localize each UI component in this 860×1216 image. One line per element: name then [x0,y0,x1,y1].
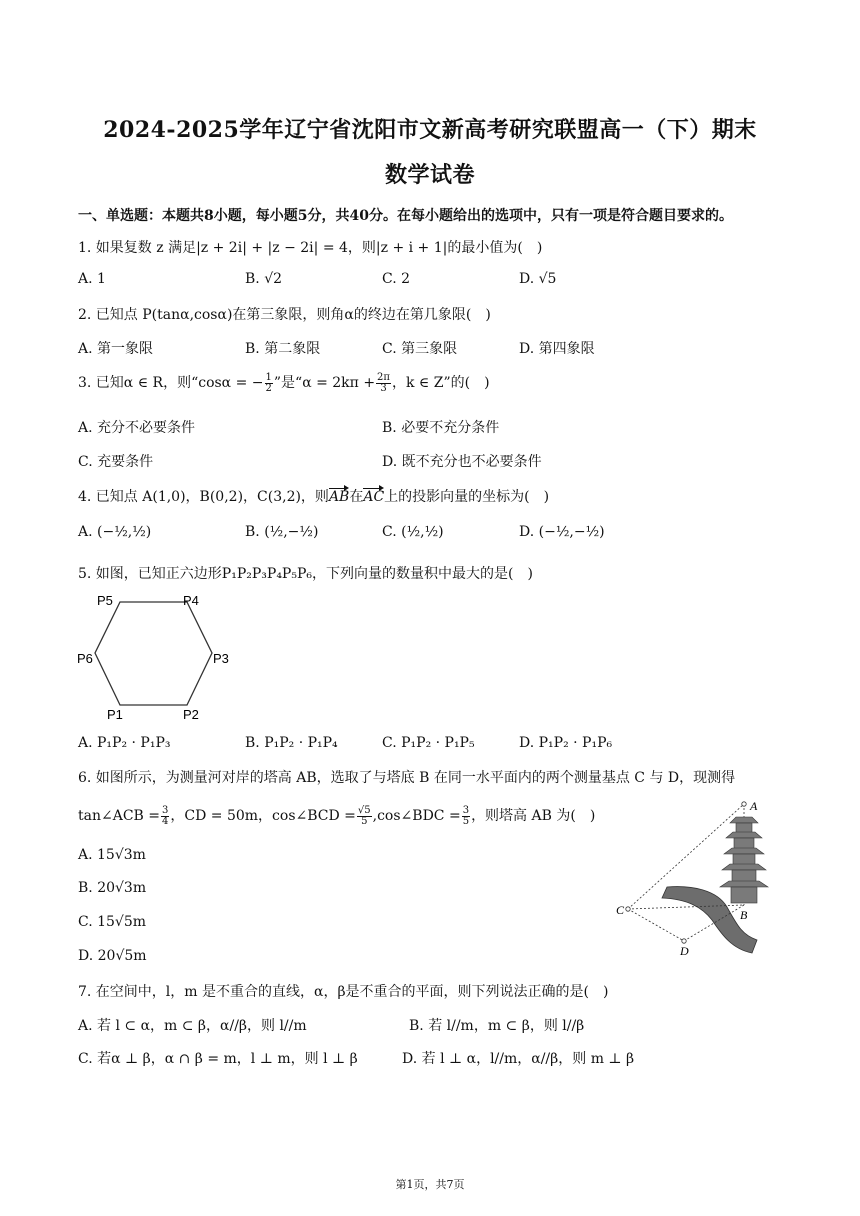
q6-cond-mid1: ，CD = 50m，cos∠BCD = [170,808,356,824]
q1-option-b: B. √2 [245,271,283,287]
label-p6: P6 [77,651,93,666]
q6-frac-bdc: $\frac{3}{5}$ [462,804,470,827]
point-c [626,907,630,911]
q7-option-b: B. 若 l//m，m ⊂ β，则 l//β [409,1018,585,1034]
q7-option-a: A. 若 l ⊂ α，m ⊂ β，α//β，则 l//m [78,1018,307,1034]
q3-option-a: A. 充分不必要条件 [78,420,196,436]
q4-vector-ac: AC [363,486,384,505]
hexagon-shape [95,602,212,705]
q3-frac2: $\frac{2\pi}{3}$ [377,371,390,394]
q6-frac-bcd: $\frac{√5}{5}$ [357,804,371,827]
q6-option-b: B. 20√3m [78,880,147,896]
label-c: C [616,903,625,917]
pagoda-icon [720,817,768,903]
q2-stem: 2. 已知点 P(tanα,cosα)在第三象限，则角α的终边在第几象限( ) [78,307,491,323]
label-p5: P5 [97,593,113,608]
q5-option-d: D. P₁P₂ · P₁P₆ [519,735,613,751]
label-p4: P4 [183,593,199,608]
hexagon-figure [75,592,235,722]
q7-option-d: D. 若 l ⊥ α，l//m，α//β，则 m ⊥ β [402,1051,635,1067]
q5-option-b: B. P₁P₂ · P₁P₄ [245,735,338,751]
page-footer: 第1页，共7页 [395,1178,465,1191]
q4-option-a: A. (−½,½) [78,524,152,540]
q3-stem-post: ，k ∈ Z”的( ) [391,375,490,391]
q5-stem: 5. 如图，已知正六边形P₁P₂P₃P₄P₅P₆，下列向量的数量积中最大的是( ) [78,566,533,582]
page-title: 2024-2025学年辽宁省沈阳市文新高考研究联盟高一（下）期末 [103,117,757,143]
q4-stem-mid: 在 [349,489,364,505]
q1-option-c: C. 2 [382,271,411,287]
q6-conditions [78,805,595,827]
q2-option-a: A. 第一象限 [78,341,154,357]
q2-option-d: D. 第四象限 [519,341,595,357]
point-a [742,802,746,806]
tower-figure [612,795,782,960]
q6-option-d: D. 20√5m [78,948,147,964]
q4-option-b: B. (½,−½) [245,524,319,540]
q2-option-b: B. 第二象限 [245,341,321,357]
q7-option-c: C. 若α ⊥ β，α ∩ β = m，l ⊥ m，则 l ⊥ β [78,1051,358,1067]
q4-vector-ab: AB [329,486,349,505]
page-subtitle: 数学试卷 [384,162,475,188]
q6-cond-pre: tan∠ACB = [78,808,161,824]
q4-stem [78,486,549,506]
q3-option-b: B. 必要不充分条件 [382,420,500,436]
label-p2: P2 [183,707,199,722]
point-d [682,939,686,943]
q4-stem-post: 上的投影向量的坐标为( ) [384,489,550,505]
label-p3: P3 [213,651,229,666]
q2-option-c: C. 第三象限 [382,341,458,357]
q7-stem: 7. 在空间中，l，m 是不重合的直线，α，β是不重合的平面，则下列说法正确的是( ) [78,984,609,1000]
q6-cond-mid2: ,cos∠BDC = [372,808,461,824]
section-heading: 一、单选题：本题共8小题，每小题5分，共40分。在每小题给出的选项中，只有一项是符合题目要求的。 [78,208,733,224]
q3-frac1: $\frac{1}{2}$ [265,371,272,394]
q3-option-d: D. 既不充分也不必要条件 [382,454,542,470]
q6-cond-post: ，则塔高 AB 为( ) [471,808,596,824]
label-p1: P1 [107,707,123,722]
q4-stem-pre: 4. 已知点 A(1,0)，B(0,2)，C(3,2)，则 [78,489,329,505]
q3-stem [78,372,490,394]
label-a: A [750,799,758,813]
q1-option-a: A. 1 [78,271,106,287]
q3-option-c: C. 充要条件 [78,454,154,470]
q6-option-a: A. 15√3m [78,847,146,863]
q6-frac-tan: $\frac{3}{4}$ [162,804,169,827]
q4-option-d: D. (−½,−½) [519,524,605,540]
label-d: D [680,944,689,958]
q1-stem: 1. 如果复数 z 满足|z + 2i| + |z − 2i| = 4，则|z + i + 1|的最小值为( ) [78,240,543,256]
q5-option-c: C. P₁P₂ · P₁P₅ [382,735,475,751]
q4-option-c: C. (½,½) [382,524,444,540]
q5-option-a: A. P₁P₂ · P₁P₃ [78,735,171,751]
q6-option-c: C. 15√5m [78,914,147,930]
label-b: B [740,908,748,922]
line-cd [628,909,684,941]
q3-stem-pre: 3. 已知α ∈ R，则“cosα = − [78,375,264,391]
q6-stem: 6. 如图所示，为测量河对岸的塔高 AB，选取了与塔底 B 在同一水平面内的两个测量基点 C 与 D，现测得 [78,770,736,786]
q3-stem-mid: ”是“α = 2kπ + [273,375,376,391]
q1-option-d: D. √5 [519,271,557,287]
